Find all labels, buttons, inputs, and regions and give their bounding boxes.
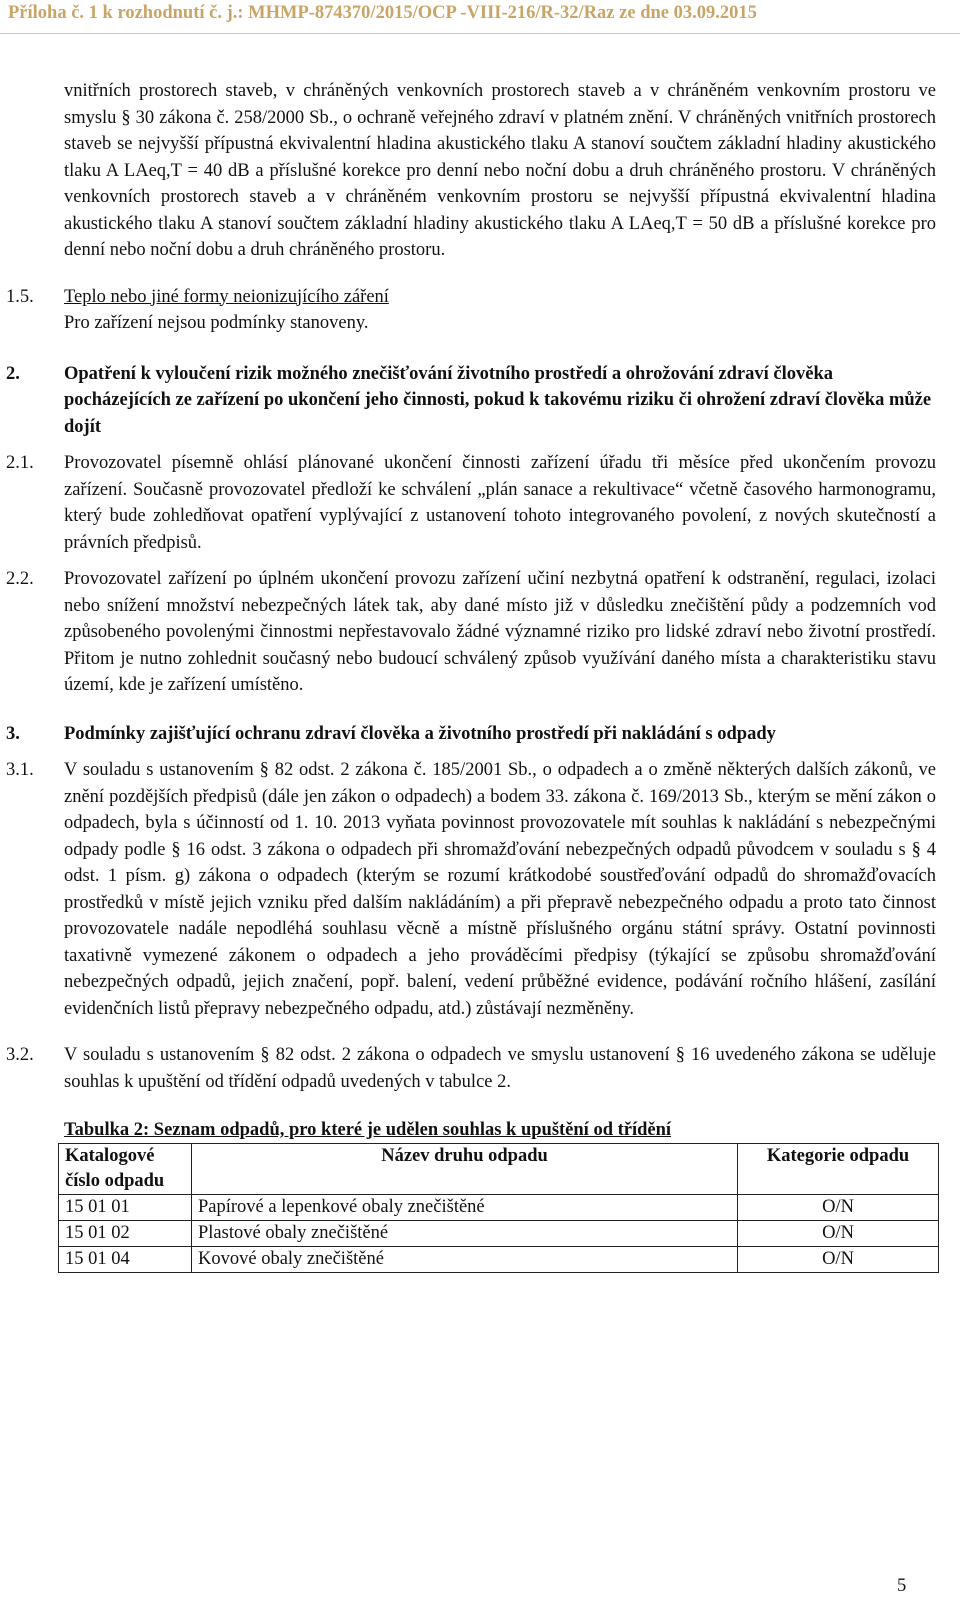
section-number: 1.5. — [6, 286, 34, 307]
waste-code: 15 01 01 — [59, 1195, 192, 1221]
waste-category: O/N — [738, 1247, 939, 1273]
section-2-1 — [6, 450, 936, 556]
table-row — [59, 1195, 939, 1221]
waste-code: 15 01 04 — [59, 1247, 192, 1273]
waste-table — [58, 1143, 939, 1273]
section-number: 2. — [6, 363, 20, 384]
waste-name: Plastové obaly znečištěné — [192, 1221, 738, 1247]
waste-table-block — [64, 1117, 936, 1273]
table-title: Tabulka 2: Seznam odpadů, pro které je udělen souhlas k upuštění od třídění — [64, 1120, 672, 1140]
section-2-2 — [6, 566, 936, 699]
section-2-2-text: Provozovatel zařízení po úplném ukončení provozu zařízení učiní nezbytná opatření k odstranění, regulaci, izolaci nebo snížení množství nebezpečných látek tak, aby dané místo již v důsledku znečištění půdy a podzemních vod způsobeného povolenými činnostmi nepřestavovalo žádné významné riziko pro lidské zdraví nebo životní prostředí. Přitom je nutno zohlednit současný nebo budoucí schválený způsob využívání daného místa a charakteristiku stavu území, kde je zařízení umístěno. — [64, 569, 936, 695]
table-header-row — [59, 1144, 939, 1195]
document-body — [6, 78, 936, 1273]
section-1-5-text: Pro zařízení nejsou podmínky stanoveny. — [64, 313, 369, 333]
waste-name: Kovové obaly znečištěné — [192, 1247, 738, 1273]
section-3-2-text: V souladu s ustanovením § 82 odst. 2 zákona o odpadech ve smyslu ustanovení § 16 uvedeného zákona se uděluje souhlas k upuštění od třídění odpadů uvedených v tabulce 2. — [64, 1045, 936, 1092]
section-2-title: Opatření k vyloučení rizik možného znečišťování životního prostředí a ohrožování zdraví člověka pocházejících ze zařízení po ukončení jeho činnosti, pokud k takovému riziku či ohrožení zdraví člověka může dojít — [64, 363, 932, 437]
section-number: 3.1. — [6, 760, 34, 780]
section-number: 3.2. — [6, 1045, 34, 1065]
waste-category: O/N — [738, 1195, 939, 1221]
section-3-1 — [6, 757, 936, 1022]
section-number: 2.2. — [6, 569, 34, 589]
section-title — [64, 284, 936, 311]
section-2-1-text: Provozovatel písemně ohlásí plánované ukončení činnosti zařízení úřadu tři měsíce před ukončením provozu zařízení. Současně provozovatel předloží ke schválení „plán sanace a rekultivace“ včetně časového harmonogramu, který bude zohledňovat opatření vyplývající z ustanovení tohoto integrovaného povolení, z nových skutečností a právních předpisů. — [64, 453, 936, 553]
header-reference: Příloha č. 1 k rozhodnutí č. j.: MHMP-874370/2015/OCP -VIII-216/R-32/Raz ze dne 03.09.2015 — [8, 3, 757, 23]
waste-code: 15 01 02 — [59, 1221, 192, 1247]
table-row — [59, 1247, 939, 1273]
section-number: 3. — [6, 723, 20, 744]
section-3-title: Podmínky zajišťující ochranu zdraví člověka a životního prostředí při nakládání s odpady — [64, 723, 776, 744]
col-header-name: Název druhu odpadu — [192, 1144, 738, 1195]
document-header — [0, 0, 960, 34]
waste-category: O/N — [738, 1221, 939, 1247]
section-2 — [6, 361, 936, 441]
intro-paragraph: vnitřních prostorech staveb, v chráněných venkovních prostorech staveb a v chráněném venkovním prostoru ve smyslu § 30 zákona č. 258/2000 Sb., o ochraně veřejného zdraví v platném znění. V chráněných vnitřních prostorech staveb se nejvyšší přípustná ekvivalentní hladina akustického tlaku A stanoví součtem základní hladiny akustického tlaku A LAeq,T = 40 dB a příslušné korekce pro denní nebo noční dobu a druh chráněného prostoru. V chráněných venkovních prostorech staveb a v chráněném venkovním prostoru se nejvyšší přípustná ekvivalentní hladina akustického tlaku A stanoví součtem základní hladiny akustického tlaku A LAeq,T = 50 dB a příslušné korekce pro denní nebo noční dobu a druh chráněného prostoru. — [64, 81, 936, 260]
section-3 — [6, 721, 936, 748]
table-row — [59, 1221, 939, 1247]
waste-name: Papírové a lepenkové obaly znečištěné — [192, 1195, 738, 1221]
section-1-5 — [6, 284, 936, 337]
section-1-5-title: Teplo nebo jiné formy neionizujícího záření — [64, 286, 389, 307]
section-3-2 — [6, 1042, 936, 1095]
section-3-1-text: V souladu s ustanovením § 82 odst. 2 zákona č. 185/2001 Sb., o odpadech a o změně některých dalších zákonů, ve znění pozdějších předpisů (dále jen zákon o odpadech) a bodem 33. zákona č. 169/2013 Sb., kterým se mění zákon o odpadech, byla s účinností od 1. 10. 2013 vyňata povinnost provozovatele mít souhlas k nakládání s nebezpečnými odpady podle § 16 odst. 3 zákona o odpadech při shromažďování nebezpečných odpadů původcem v souladu s § 4 odst. 1 písm. g) zákona o odpadech (kterým se rozumí krátkodobé soustřeďování odpadů do shromažďovacích prostředků v místě jejich vzniku před dalším nakládáním) a při přepravě nebezpečného odpadu a proto tato činnost provozovatele nadále nepodléhá souhlasu věcně a místně příslušného orgánu státní správy. Ostatní povinnosti taxativně vymezené zákonem o odpadech a jeho prováděcími předpisy (týkající se způsobu shromažďování nebezpečných odpadů, jejich značení, popř. balení, vedení průběžné evidence, podávání ročního hlášení, zasílání evidenčních listů přepravy nebezpečného odpadu, atd.) zůstávají nezměněny. — [64, 760, 936, 1019]
section-number: 2.1. — [6, 453, 34, 473]
page-number: 5 — [897, 1576, 907, 1596]
col-header-code: Katalogové číslo odpadu — [59, 1144, 192, 1195]
col-header-category: Kategorie odpadu — [738, 1144, 939, 1195]
